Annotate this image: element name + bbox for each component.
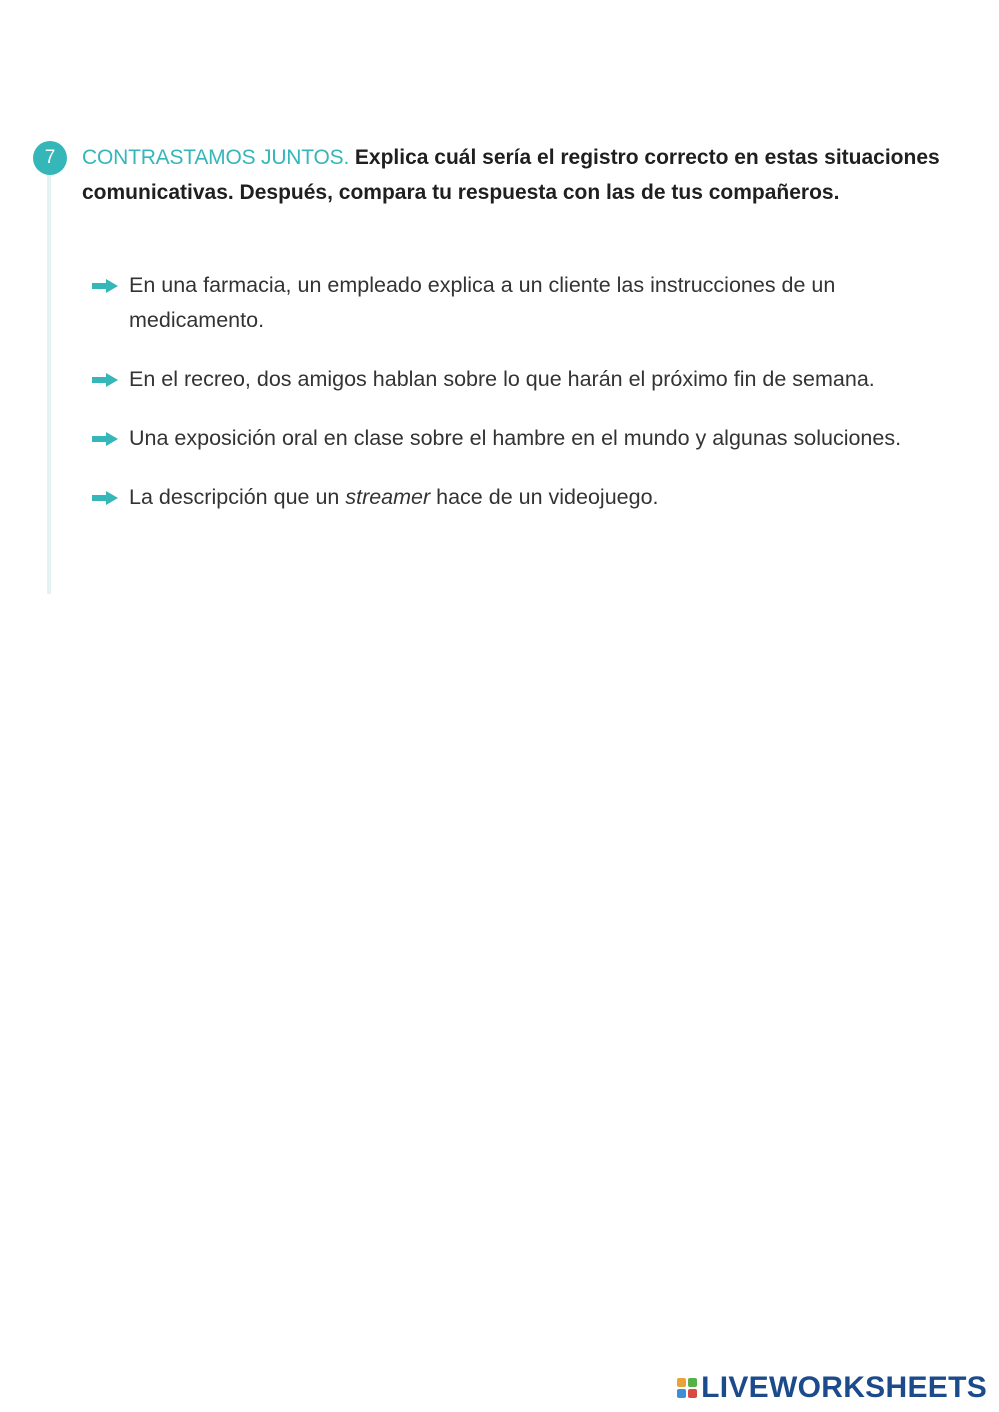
exercise-title-rest: Explica cuál sería el registro correcto en estas situaciones comunicativas. Después, compara tu respuesta con las de tus compañeros. [82, 146, 940, 204]
logo-block-e [688, 1389, 697, 1398]
exercise-side-bar [47, 172, 51, 594]
list-item [92, 480, 962, 515]
logo-blocks-icon [677, 1378, 697, 1398]
logo-block-v [677, 1389, 686, 1398]
arrow-right-icon [92, 432, 118, 446]
exercise-7 [0, 0, 999, 600]
list-item [92, 362, 962, 397]
arrow-right-icon [92, 373, 118, 387]
list-item-text: En una farmacia, un empleado explica a un cliente las instrucciones de un medicamento. [129, 273, 836, 332]
arrow-right-icon [92, 491, 118, 505]
list-item-text-italic: streamer [345, 485, 431, 509]
arrow-right-icon [92, 279, 118, 293]
list-item [92, 268, 962, 338]
liveworksheets-logo [677, 1372, 987, 1404]
list-item-text: En el recreo, dos amigos hablan sobre lo que harán el próximo fin de semana. [129, 367, 875, 391]
logo-block-l [677, 1378, 686, 1387]
list-item-text-after: hace de un videojuego. [430, 485, 659, 509]
logo-block-i [688, 1378, 697, 1387]
list-item-text: Una exposición oral en clase sobre el hambre en el mundo y algunas soluciones. [129, 426, 902, 450]
list-item [92, 421, 962, 456]
exercise-statement [82, 140, 952, 210]
exercise-title-lead: CONTRASTAMOS JUNTOS. [82, 146, 350, 169]
list-item-text-before: La descripción que un [129, 485, 346, 509]
situations-list [92, 268, 962, 539]
logo-text: LIVEWORKSHEETS [701, 1371, 987, 1404]
exercise-number-badge: 7 [33, 141, 67, 175]
